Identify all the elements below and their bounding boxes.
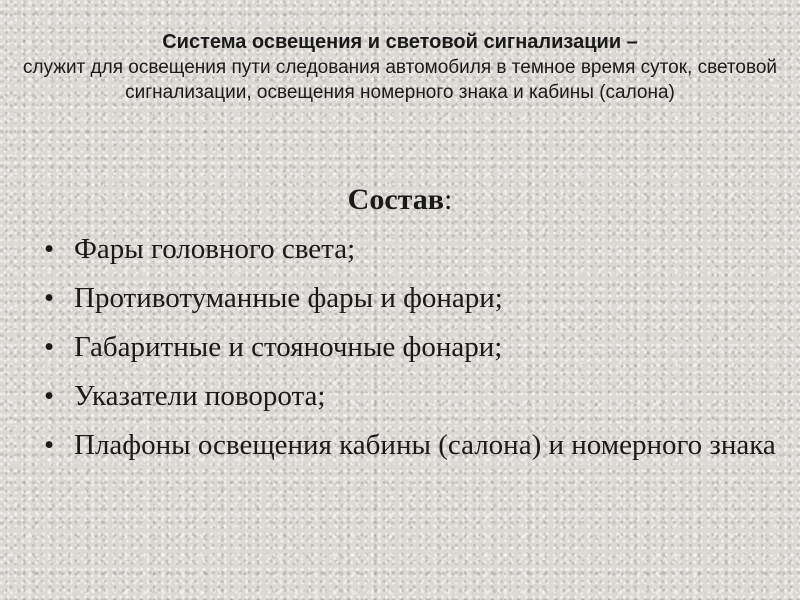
slide-description: служит для освещения пути следования автомобиля в темное время суток, световой сигнализации, освещения номерного знака и кабины (салона): [22, 57, 778, 103]
slide-title: Система освещения и световой сигнализации –: [162, 31, 638, 53]
section-heading: [0, 182, 800, 218]
list-item: • Указатели поворота;: [40, 378, 780, 415]
list-item: • Габаритные и стояночные фонари;: [40, 329, 780, 366]
list-item: • Фары головного света;: [40, 231, 780, 268]
list-item: • Противотуманные фары и фонари;: [40, 280, 780, 317]
list-item: • Плафоны освещения кабины (салона) и номерного знака: [40, 427, 780, 464]
section-heading-text: Состав: [347, 183, 444, 216]
section-heading-colon: :: [443, 183, 453, 216]
components-list: [40, 231, 780, 476]
slide-header: [20, 30, 780, 105]
